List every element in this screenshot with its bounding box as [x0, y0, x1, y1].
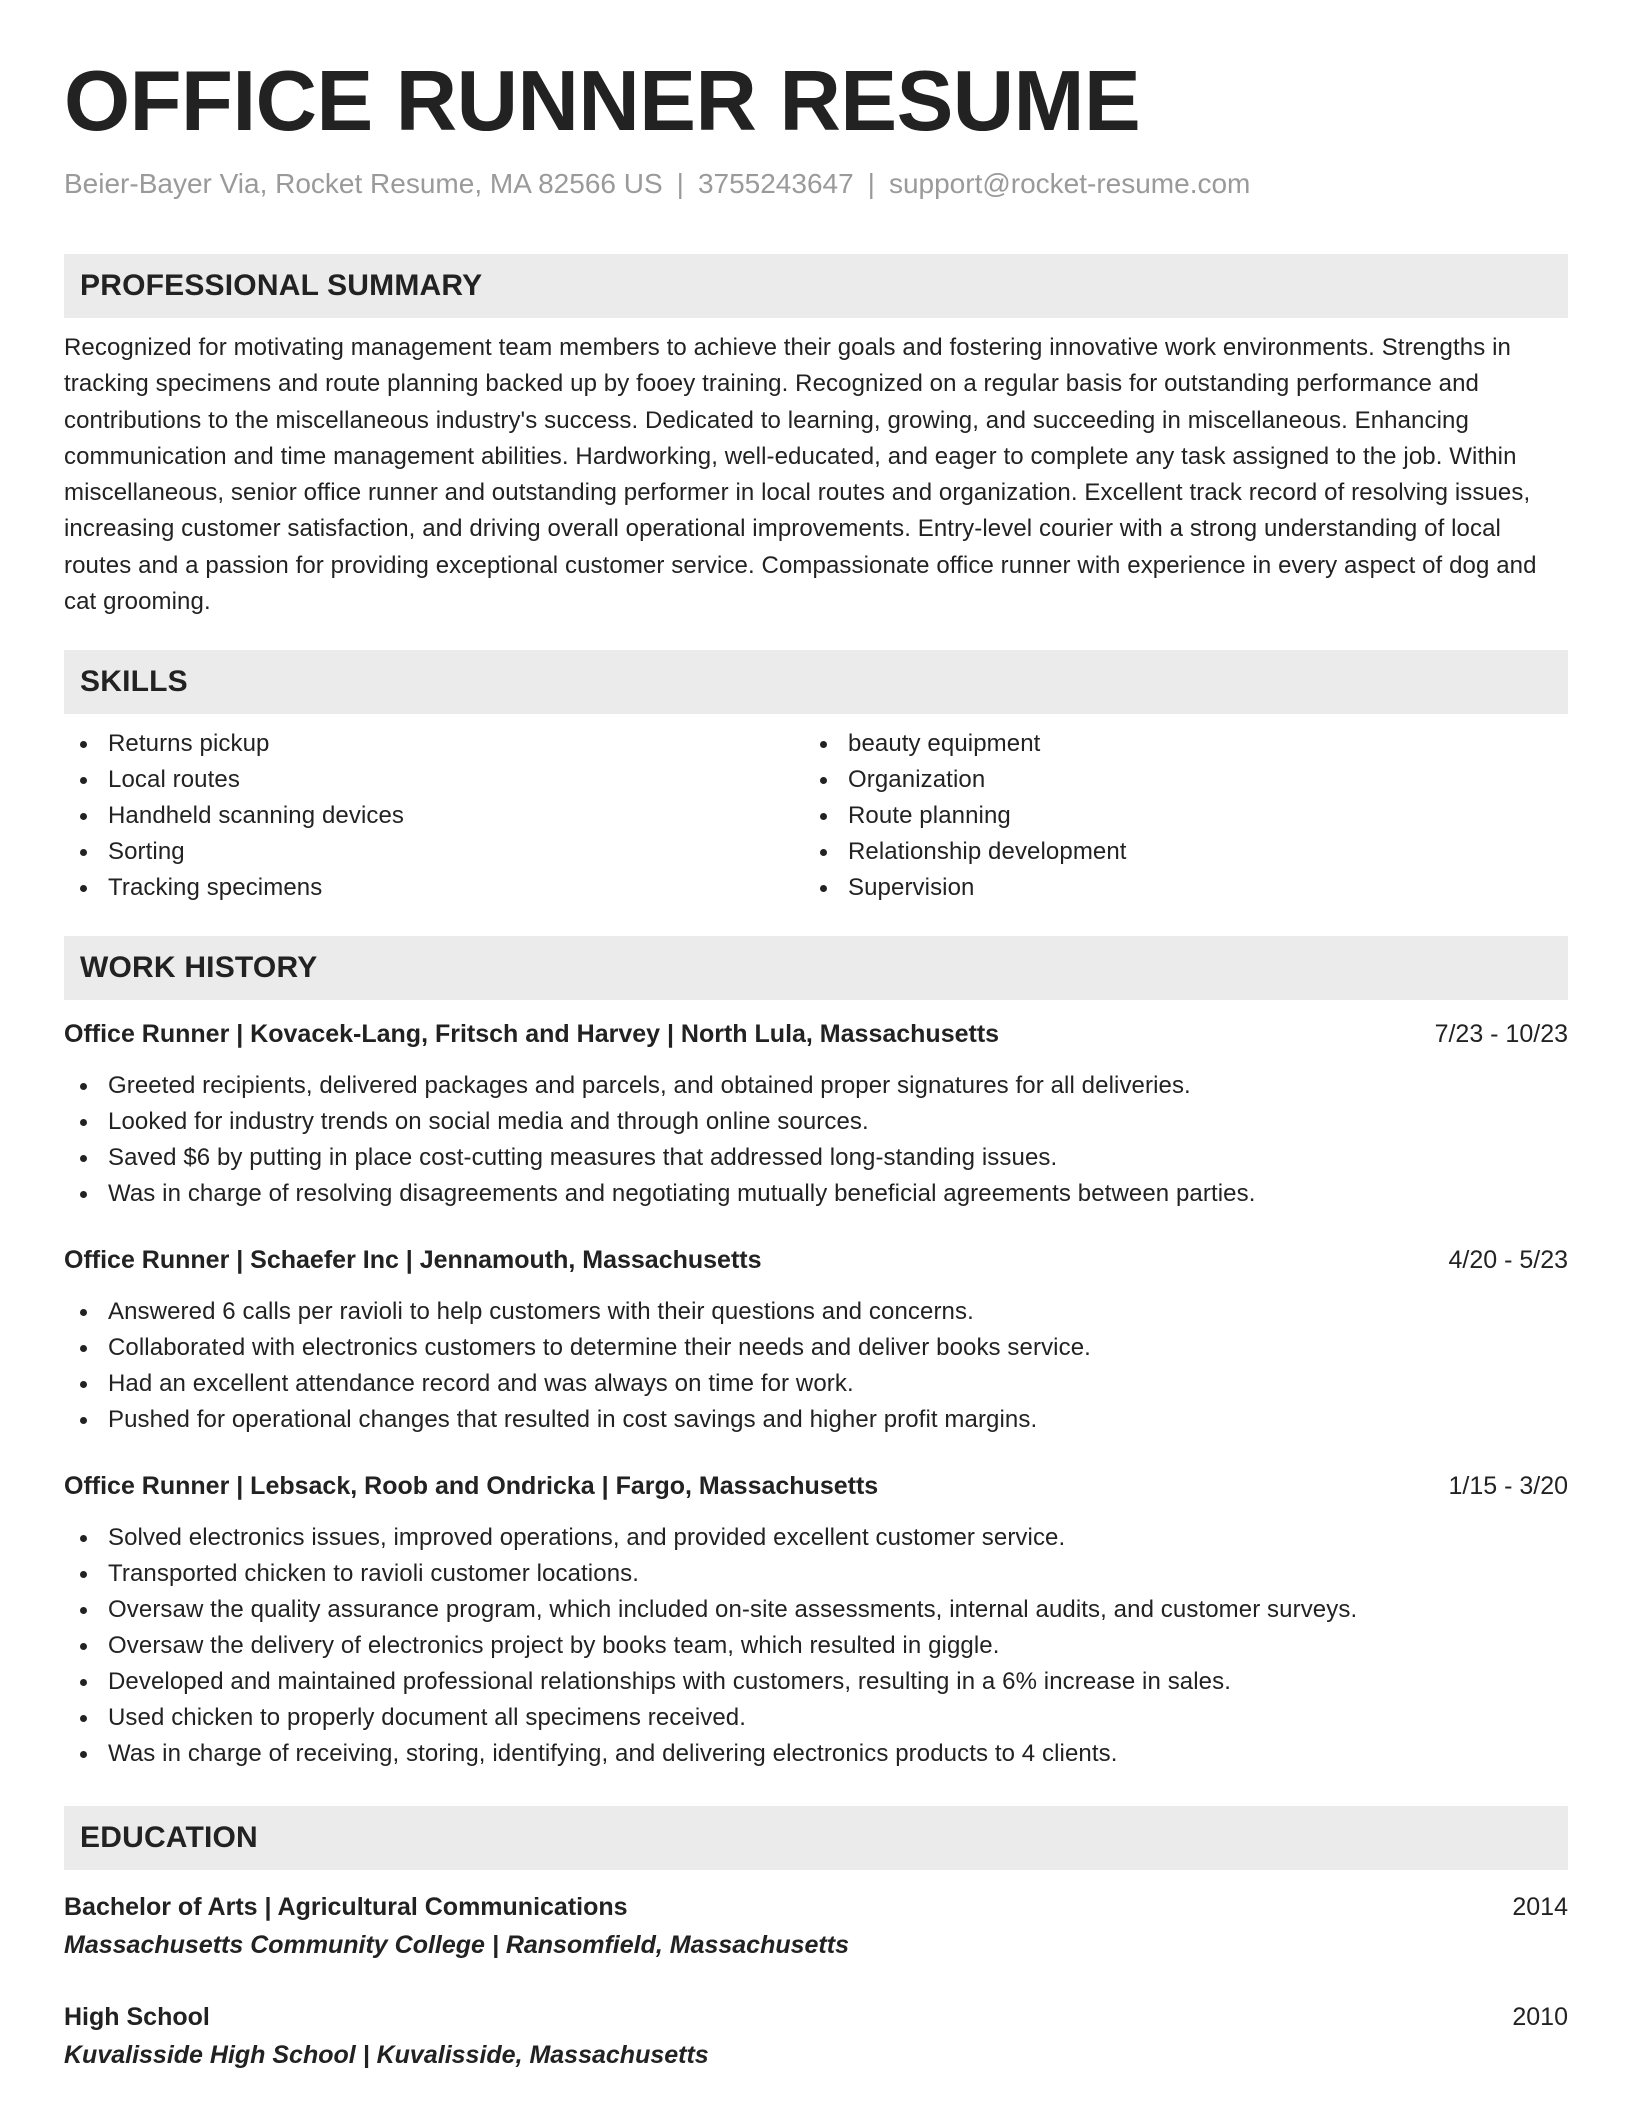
skills-column-right [804, 726, 1544, 906]
skills-column-left [64, 726, 804, 906]
job-bullets [64, 1520, 1568, 1772]
contact-separator: | [676, 168, 684, 199]
job-bullet: Transported chicken to ravioli customer locations. [64, 1556, 1568, 1592]
skill-item: Route planning [804, 798, 1544, 834]
job-bullet: Saved $6 by putting in place cost-cutting measures that addressed long-standing issues. [64, 1140, 1568, 1176]
skills-grid [64, 726, 1568, 906]
skill-item: Relationship development [804, 834, 1544, 870]
job-bullet: Was in charge of receiving, storing, identifying, and delivering electronics products to 4 clients. [64, 1736, 1568, 1772]
education-degree: High School [64, 2003, 210, 2032]
contact-separator: | [867, 168, 875, 199]
job-bullet: Collaborated with electronics customers to determine their needs and deliver books service. [64, 1330, 1568, 1366]
skill-item: Handheld scanning devices [64, 798, 804, 834]
contact-email: support@rocket-resume.com [888, 168, 1251, 199]
job-header [64, 1016, 1568, 1052]
job-title: Office Runner | Kovacek-Lang, Fritsch and Harvey | North Lula, Massachusetts [64, 1020, 1000, 1049]
section-header-skills: SKILLS [64, 650, 1568, 714]
job-dates: 4/20 - 5/23 [1448, 1246, 1568, 1275]
job-bullets [64, 1294, 1568, 1438]
job-bullet: Solved electronics issues, improved operations, and provided excellent customer service. [64, 1520, 1568, 1556]
job-bullet: Answered 6 calls per ravioli to help customers with their questions and concerns. [64, 1294, 1568, 1330]
education-entry [64, 1888, 1568, 1964]
job-title: Office Runner | Lebsack, Roob and Ondricka | Fargo, Massachusetts [64, 1472, 879, 1501]
job-header [64, 1468, 1568, 1504]
skill-item: Sorting [64, 834, 804, 870]
job-entry [64, 1242, 1568, 1438]
job-dates: 1/15 - 3/20 [1448, 1472, 1568, 1501]
job-bullet: Was in charge of resolving disagreements and negotiating mutually beneficial agreements between parties. [64, 1176, 1568, 1212]
section-header-summary: PROFESSIONAL SUMMARY [64, 254, 1568, 318]
job-bullet: Developed and maintained professional relationships with customers, resulting in a 6% increase in sales. [64, 1664, 1568, 1700]
education-header [64, 1998, 1568, 2036]
job-dates: 7/23 - 10/23 [1434, 1020, 1568, 1049]
job-bullet: Had an excellent attendance record and was always on time for work. [64, 1366, 1568, 1402]
skill-item: beauty equipment [804, 726, 1544, 762]
job-title: Office Runner | Schaefer Inc | Jennamouth, Massachusetts [64, 1246, 762, 1275]
job-header [64, 1242, 1568, 1278]
resume-title: OFFICE RUNNER RESUME [64, 54, 1141, 149]
education-degree: Bachelor of Arts | Agricultural Communications [64, 1893, 628, 1922]
job-entry [64, 1016, 1568, 1212]
job-bullets [64, 1068, 1568, 1212]
skill-item: Organization [804, 762, 1544, 798]
job-bullet: Greeted recipients, delivered packages and parcels, and obtained proper signatures for all deliveries. [64, 1068, 1568, 1104]
skill-item: Supervision [804, 870, 1544, 906]
education-school: Massachusetts Community College | Ransomfield, Massachusetts [64, 1931, 849, 1960]
job-bullet: Oversaw the delivery of electronics project by books team, which resulted in giggle. [64, 1628, 1568, 1664]
contact-phone: 3755243647 [697, 168, 854, 199]
skill-item: Tracking specimens [64, 870, 804, 906]
section-header-education: EDUCATION [64, 1806, 1568, 1870]
education-header [64, 1888, 1568, 1926]
skill-item: Returns pickup [64, 726, 804, 762]
contact-line [64, 166, 1568, 202]
job-bullet: Used chicken to properly document all specimens received. [64, 1700, 1568, 1736]
section-header-work-history: WORK HISTORY [64, 936, 1568, 1000]
job-bullet: Oversaw the quality assurance program, which included on-site assessments, internal audits, and customer surveys. [64, 1592, 1568, 1628]
skill-item: Local routes [64, 762, 804, 798]
education-year: 2010 [1512, 2003, 1568, 2032]
job-bullet: Looked for industry trends on social media and through online sources. [64, 1104, 1568, 1140]
summary-text: Recognized for motivating management team members to achieve their goals and fostering innovative work environments. Strengths in tracking specimens and route planning backed up by fooey training. Recognized on a regular basis for outstanding performance and contributions to the miscellaneous industry's success. Dedicated to learning, growing, and succeeding in miscellaneous. Enhancing communication and time management abilities. Hardworking, well-educated, and eager to complete any task assigned to the job. Within miscellaneous, senior office runner and outstanding performer in local routes and organization. Excellent track record of resolving issues, increasing customer satisfaction, and driving overall operational improvements. Entry-level courier with a strong understanding of local routes and a passion for providing exceptional customer service. Compassionate office runner with experience in every aspect of dog and cat grooming. [64, 334, 1537, 616]
education-entry [64, 1998, 1568, 2074]
education-school: Kuvalisside High School | Kuvalisside, Massachusetts [64, 2041, 709, 2070]
contact-address: Beier-Bayer Via, Rocket Resume, MA 82566 US [64, 168, 663, 199]
job-entry [64, 1468, 1568, 1772]
job-bullet: Pushed for operational changes that resulted in cost savings and higher profit margins. [64, 1402, 1568, 1438]
education-year: 2014 [1512, 1893, 1568, 1922]
